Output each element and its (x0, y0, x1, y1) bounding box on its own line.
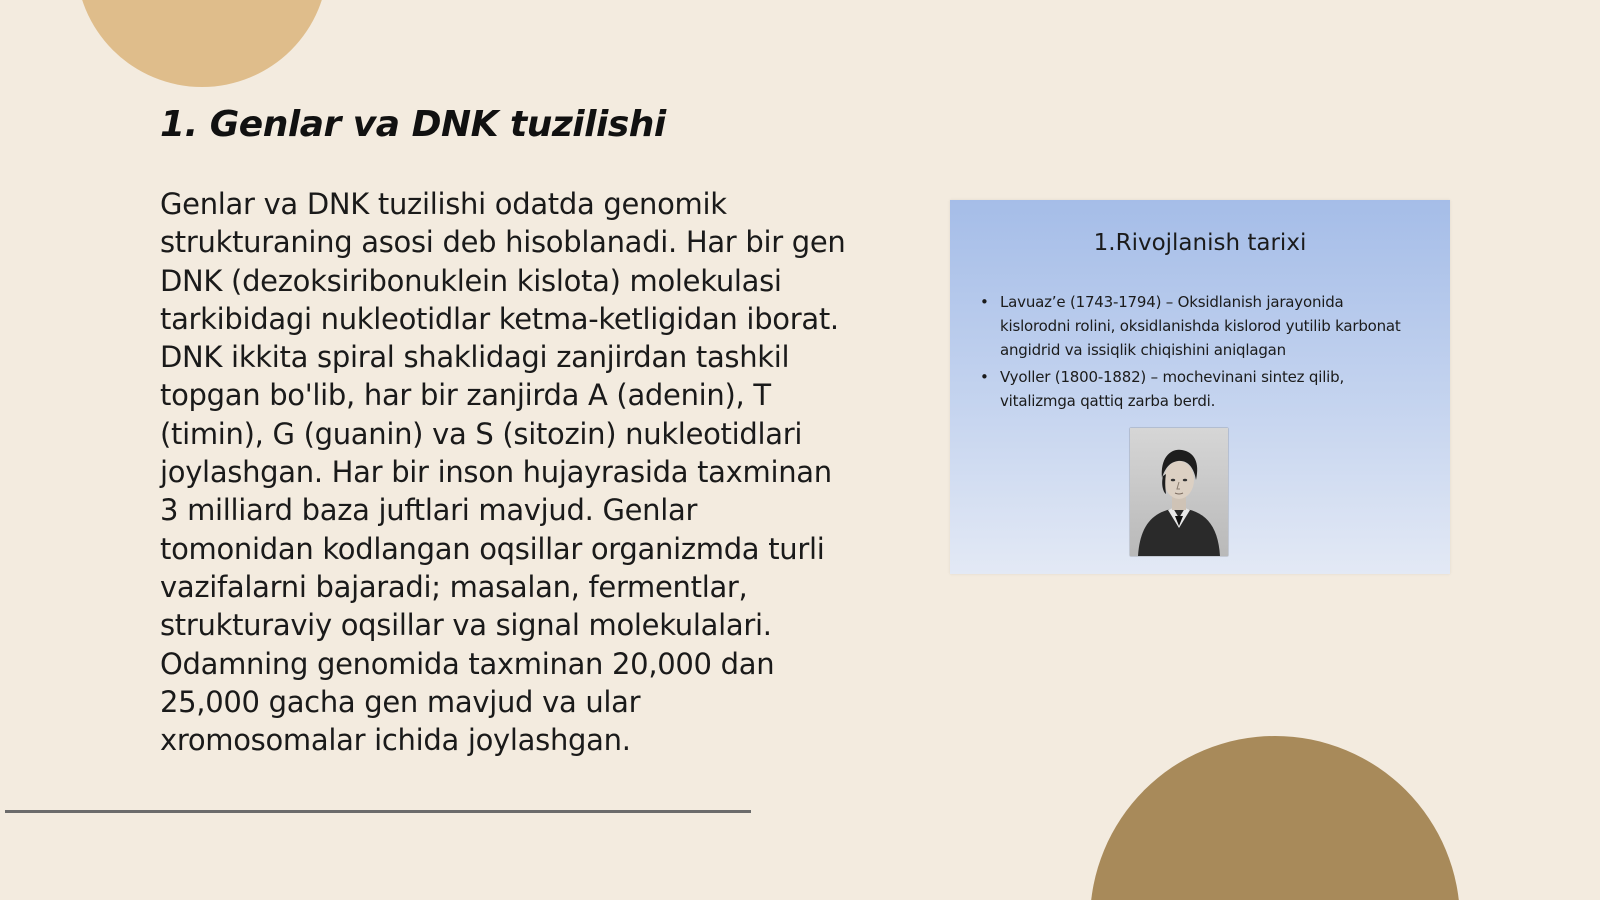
decorative-circle-top (76, 0, 328, 87)
bullet-icon: • (980, 293, 989, 311)
embedded-bullet-text: Vyoller (1800-1882) – mochevinani sintez qilib, vitalizmga qattiq zarba berdi. (1000, 368, 1345, 410)
embedded-bullet-text: Lavuaz’e (1743-1794) – Oksidlanish jarayonida kislorodni rolini, oksidlanishda kislorod yutilib karbonat angidrid va issiqlik chiqishini aniqlagan (1000, 293, 1401, 359)
decorative-circle-bottom (1090, 736, 1460, 900)
embedded-slide-title: 1.Rivojlanish tarixi (1093, 230, 1307, 256)
portrait-image (1130, 428, 1228, 556)
slide-body-text: Genlar va DNK tuzilishi odatda genomik strukturaning asosi deb hisoblanadi. Har bir gen DNK (dezoksiribonuklein kislota) molekulasi tarkibidagi nukleotidlar ketma-ketligidan iborat. DNK ikkita spiral shaklidagi zanjirdan tashkil topgan bo'lib, har bir zanjirda A (adenin), T (timin), G (guanin) va S (sitozin) nukleotidlari joylashgan. Har bir inson hujayrasida taxminan 3 milliard baza juftlari mavjud. Genlar tomonidan kodlangan oqsillar organizmda turli vazifalarni bajaradi; masalan, fermentlar, strukturaviy oqsillar va signal molekulalari. Odamning genomida taxminan 20,000 dan 25,000 gacha gen mavjud va ular xromosomalar ichida joylashgan. (160, 187, 846, 758)
embedded-bullet-item (976, 365, 1416, 413)
bullet-icon: • (980, 368, 989, 386)
slide-title: 1. Genlar va DNK tuzilishi (160, 104, 666, 145)
embedded-bullet-item (976, 290, 1416, 362)
divider-line (5, 810, 751, 813)
embedded-bullet-list (976, 290, 1416, 416)
embedded-slide-image (950, 200, 1450, 574)
